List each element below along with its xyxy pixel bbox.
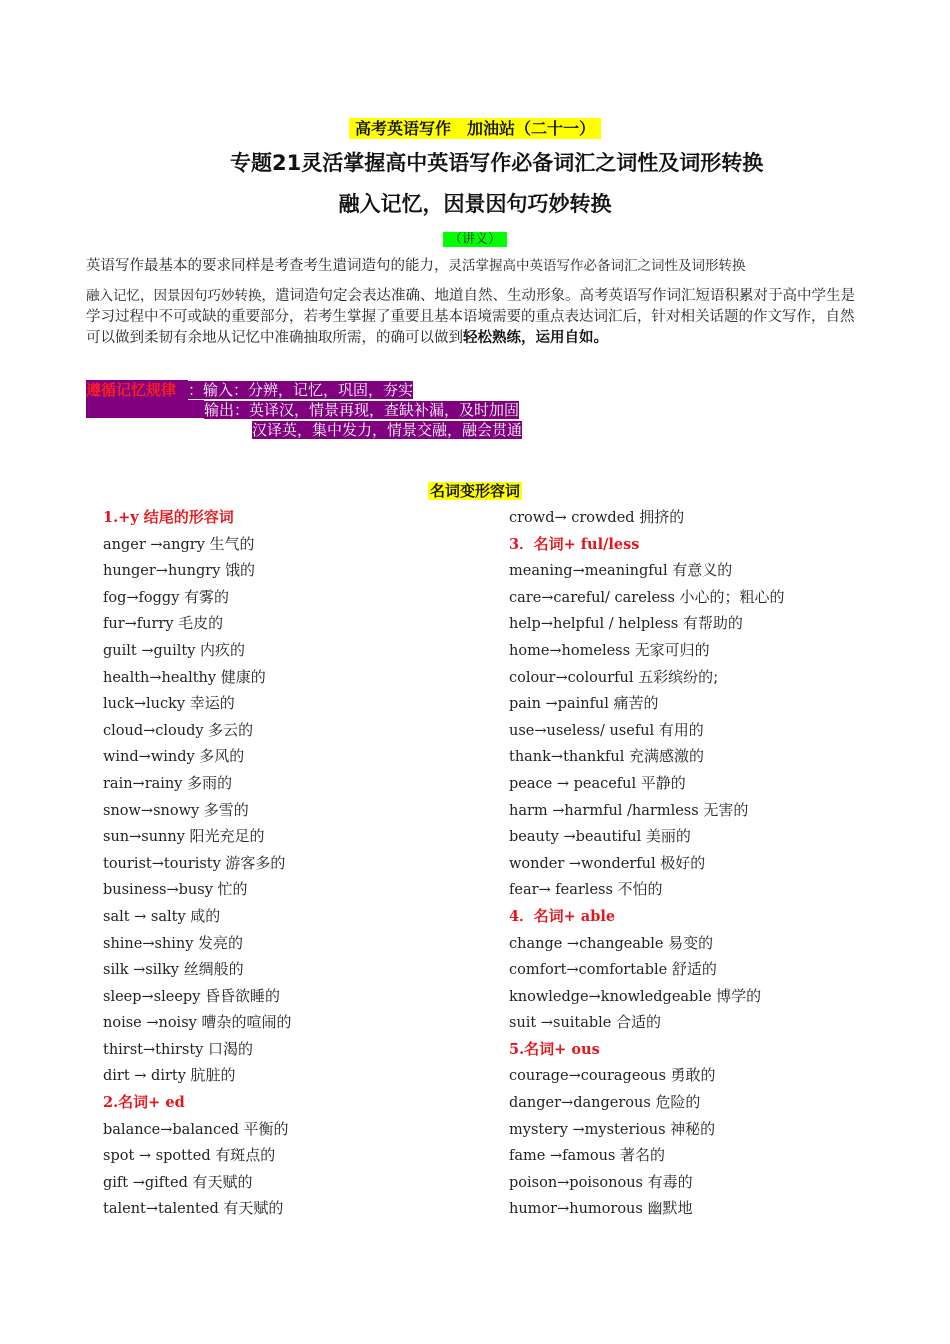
intro-line-1	[86, 256, 866, 277]
entry-english: meaning→meaningful	[509, 563, 673, 580]
vocab-entry	[103, 664, 503, 691]
entry-chinese: 有斑点的	[215, 1146, 276, 1165]
entry-english: wonder →wonderful	[509, 855, 661, 872]
entry-english: peace → peaceful	[509, 775, 641, 792]
entry-english: noise →noisy	[103, 1015, 202, 1032]
entry-chinese: 充满感激的	[628, 747, 704, 766]
entry-chinese: 发亮的	[198, 933, 244, 952]
entry-chinese: 有天赋的	[223, 1199, 284, 1218]
entry-english: anger →angry	[103, 536, 210, 553]
entry-english: colour→colourful	[509, 669, 639, 686]
vocab-entry	[509, 1009, 909, 1036]
category-heading	[103, 1089, 503, 1116]
entry-english: pain →painful	[509, 696, 614, 713]
vocab-entry	[103, 637, 503, 664]
entry-chinese: 多云的	[208, 720, 254, 739]
entry-chinese: 名词	[118, 1093, 149, 1112]
entry-english: hunger→hungry	[103, 563, 225, 580]
entry-chinese: 名词	[524, 1039, 555, 1058]
category-heading	[103, 504, 503, 531]
entry-chinese: 极好的	[660, 853, 706, 872]
entry-english: humor→humorous	[509, 1201, 648, 1218]
vocab-entry	[103, 797, 503, 824]
vocab-column-left	[103, 504, 503, 1222]
vocab-entry	[103, 717, 503, 744]
entry-chinese: 游客多的	[225, 853, 286, 872]
entry-chinese: 有天赋的	[192, 1172, 253, 1191]
entry-chinese: 有雾的	[184, 587, 230, 606]
vocab-entry	[103, 743, 503, 770]
entry-chinese: 多雪的	[203, 800, 249, 819]
vocab-entry	[103, 1009, 503, 1036]
entry-english: use→useless/ useful	[509, 722, 659, 739]
vocab-entry	[509, 876, 909, 903]
vocab-entry	[509, 1142, 909, 1169]
entry-english: tourist→touristy	[103, 855, 226, 872]
memory-label-pad	[86, 400, 204, 418]
memory-row-output2	[86, 420, 522, 440]
entry-english: thirst→thirsty	[103, 1041, 208, 1058]
entry-english: cloud→cloudy	[103, 722, 209, 739]
vocab-entry	[103, 610, 503, 637]
vocab-entry	[103, 557, 503, 584]
entry-chinese: 平衡的	[243, 1119, 289, 1138]
entry-chinese: 肮脏的	[190, 1066, 236, 1085]
vocab-entry	[509, 504, 909, 531]
vocab-entry	[103, 531, 503, 558]
vocab-entry	[509, 1195, 909, 1222]
entry-chinese: 舒适的	[671, 960, 717, 979]
entry-english: wind→windy	[103, 749, 200, 766]
vocab-entry	[103, 930, 503, 957]
entry-english: 2.	[103, 1094, 119, 1112]
entry-chinese: 忙的	[217, 880, 248, 899]
entry-english: beauty →beautiful	[509, 829, 646, 846]
vocab-entry	[509, 1169, 909, 1196]
vocab-entry	[103, 690, 503, 717]
entry-chinese: 痛苦的	[613, 694, 659, 713]
entry-english: fame →famous	[509, 1148, 620, 1165]
entry-chinese: 幽默地	[647, 1199, 693, 1218]
entry-english: 1.+y	[103, 509, 144, 526]
entry-chinese: 平静的	[640, 773, 686, 792]
entry-chinese: 危险的	[655, 1093, 701, 1112]
vocab-entry	[509, 717, 909, 744]
memory-row-output	[86, 400, 522, 420]
entry-english: business→busy	[103, 882, 218, 899]
entry-chinese: 多风的	[199, 747, 245, 766]
entry-english: health→healthy	[103, 669, 221, 686]
vocab-entry	[509, 584, 909, 611]
vocab-entry	[509, 664, 909, 691]
entry-english: shine→shiny	[103, 935, 199, 952]
entry-chinese: 勇敢的	[670, 1066, 716, 1085]
intro-bold-text: 轻松熟练，运用自如。	[463, 330, 608, 346]
entry-english: danger→dangerous	[509, 1095, 656, 1112]
vocab-entry	[509, 770, 909, 797]
entry-english: snow→snowy	[103, 802, 204, 819]
entry-english: guilt →guilty	[103, 642, 201, 659]
entry-chinese: 嘈杂的喧闹的	[201, 1013, 292, 1032]
intro-text-c: 融入记忆，因景因句巧妙转换，	[86, 288, 275, 304]
entry-english: harm →harmful /harmless	[509, 802, 704, 819]
vocab-entry	[509, 557, 909, 584]
vocab-entry	[103, 1195, 503, 1222]
entry-english: fur→furry	[103, 616, 179, 633]
vocab-entry	[509, 823, 909, 850]
memory-rule-label: 遵循记忆规律	[86, 380, 188, 400]
entry-english: 3．	[509, 535, 534, 553]
vocab-entry	[509, 743, 909, 770]
entry-chinese: 合适的	[616, 1013, 662, 1032]
vocab-entry	[509, 797, 909, 824]
entry-english: spot → spotted	[103, 1148, 216, 1165]
entry-chinese: 有意义的	[672, 561, 733, 580]
entry-chinese: 五彩缤纷的;	[638, 667, 719, 686]
intro-text-d: 遣词造句定会表达准确、地道自然、生动形象。高考英语写作词汇短语积累对于高中学生是学习过程中不可或缺的重要部分，若考生掌握了重要且基本语境需要的重点表达词汇后，针对相关话题的作文写作，自然可以做到柔韧有余地从记忆中准确抽取所需，的确可以做到	[86, 288, 855, 346]
entry-suffix: + able	[563, 907, 616, 925]
page-title: 专题21灵活掌握高中英语写作必备词汇之词性及词形转换	[230, 151, 764, 175]
entry-english: rain→rainy	[103, 775, 188, 792]
handout-badge	[0, 228, 950, 247]
vocab-entry	[509, 1116, 909, 1143]
vocab-entry	[509, 850, 909, 877]
vocab-entry	[509, 637, 909, 664]
entry-chinese: 口渴的	[207, 1039, 253, 1058]
entry-chinese: 小心的；粗心的	[679, 587, 785, 606]
vocab-entry	[103, 850, 503, 877]
memory-output2-text: 汉译英，集中发力，情景交融，融会贯通	[252, 421, 523, 439]
entry-english: sleep→sleepy	[103, 988, 205, 1005]
entry-chinese: 丝绸般的	[183, 960, 244, 979]
entry-english: salt → salty	[103, 908, 191, 925]
entry-chinese: 阳光充足的	[189, 827, 265, 846]
intro-paragraph	[86, 256, 866, 349]
vocab-entry	[103, 876, 503, 903]
entry-english: talent→talented	[103, 1201, 224, 1218]
entry-chinese: 饿的	[225, 561, 256, 580]
series-kicker	[0, 116, 950, 139]
entry-english: thank→thankful	[509, 749, 629, 766]
entry-english: fog→foggy	[103, 589, 184, 606]
entry-chinese: 昏昏欲睡的	[205, 986, 281, 1005]
memory-input-text: 输入：分辨，记忆，巩固，夯实	[203, 381, 414, 399]
entry-chinese: 拥挤的	[639, 508, 685, 526]
vocab-entry	[103, 584, 503, 611]
category-heading	[509, 1036, 909, 1063]
entry-chinese: 名词	[533, 906, 564, 925]
entry-chinese: 有毒的	[647, 1172, 693, 1191]
entry-english: help→helpful / helpless	[509, 616, 683, 633]
vocab-entry	[103, 1116, 503, 1143]
vocab-entry	[103, 1036, 503, 1063]
vocab-entry	[509, 610, 909, 637]
entry-chinese: 易变的	[668, 933, 714, 952]
vocab-entry	[509, 983, 909, 1010]
entry-english: home→homeless	[509, 642, 635, 659]
memory-rule-colon: ：	[188, 381, 204, 399]
section-title-text: 名词变形容词	[429, 482, 520, 500]
memory-row-input	[86, 380, 522, 400]
vocab-entry	[103, 1142, 503, 1169]
intro-text-a: 英语写作最基本的要求同样是考查考生遣词造句的能力，	[86, 258, 449, 274]
entry-chinese: 美丽的	[645, 827, 691, 846]
entry-chinese: 健康的	[220, 667, 266, 686]
entry-chinese: 神秘的	[670, 1119, 716, 1138]
entry-english: balance→balanced	[103, 1121, 244, 1138]
entry-english: poison→poisonous	[509, 1174, 648, 1191]
section-title	[0, 480, 950, 501]
entry-chinese: 名词	[533, 534, 564, 553]
entry-chinese: 博学的	[716, 986, 762, 1005]
vocab-entry	[103, 823, 503, 850]
entry-chinese: 咸的	[190, 906, 221, 925]
vocab-entry	[103, 903, 503, 930]
vocab-entry	[509, 1062, 909, 1089]
vocab-entry	[103, 1062, 503, 1089]
entry-english: change →changeable	[509, 935, 669, 952]
page-subtitle: 融入记忆，因景因句巧妙转换	[338, 192, 612, 216]
entry-suffix: + ed	[148, 1094, 185, 1112]
entry-english: dirt → dirty	[103, 1068, 191, 1085]
category-heading	[509, 531, 909, 558]
vocab-entry	[509, 930, 909, 957]
entry-english: crowd→ crowded	[509, 510, 640, 526]
entry-chinese: 结尾的形容词	[143, 508, 234, 526]
entry-suffix: + ful/less	[563, 535, 640, 553]
entry-english: luck→lucky	[103, 696, 190, 713]
category-heading	[509, 903, 909, 930]
vocab-entry	[103, 1169, 503, 1196]
entry-english: silk →silky	[103, 962, 184, 979]
entry-english: gift →gifted	[103, 1174, 193, 1191]
entry-chinese: 多雨的	[187, 773, 233, 792]
vocab-entry	[509, 956, 909, 983]
handout-badge-text: （讲义）	[443, 232, 507, 247]
entry-english: suit →suitable	[509, 1015, 617, 1032]
entry-chinese: 不怕的	[617, 880, 663, 899]
entry-english: comfort→comfortable	[509, 962, 672, 979]
entry-chinese: 无害的	[703, 800, 749, 819]
vocab-column-right	[509, 504, 909, 1222]
entry-chinese: 有帮助的	[682, 614, 743, 633]
vocab-entry	[103, 956, 503, 983]
series-kicker-text: 高考英语写作 加油站（二十一）	[349, 118, 601, 139]
entry-english: knowledge→knowledgeable	[509, 988, 717, 1005]
entry-chinese: 幸运的	[189, 694, 235, 713]
entry-chinese: 著名的	[619, 1146, 665, 1165]
entry-suffix: + ous	[554, 1040, 600, 1058]
entry-chinese: 生气的	[209, 534, 255, 553]
entry-english: sun→sunny	[103, 829, 190, 846]
entry-chinese: 无家可归的	[634, 640, 710, 659]
memory-output-text: 输出：英译汉，情景再现，查缺补漏，及时加固	[204, 401, 520, 419]
memory-rule-box	[86, 380, 522, 440]
entry-chinese: 内疚的	[200, 640, 246, 659]
vocab-entry	[103, 770, 503, 797]
vocab-entry	[103, 983, 503, 1010]
entry-chinese: 毛皮的	[178, 614, 224, 633]
vocab-entry	[509, 690, 909, 717]
entry-english: care→careful/ careless	[509, 589, 680, 606]
vocab-entry	[509, 1089, 909, 1116]
intro-text-b: 灵活掌握高中英语写作必备词汇之词性及词形转换	[448, 258, 746, 274]
entry-english: 5.	[509, 1040, 525, 1058]
entry-english: mystery →mysterious	[509, 1121, 671, 1138]
entry-english: fear→ fearless	[509, 882, 618, 899]
intro-line-2	[86, 286, 866, 349]
entry-chinese: 有用的	[658, 720, 704, 739]
entry-english: courage→courageous	[509, 1068, 671, 1085]
entry-english: 4．	[509, 907, 534, 925]
